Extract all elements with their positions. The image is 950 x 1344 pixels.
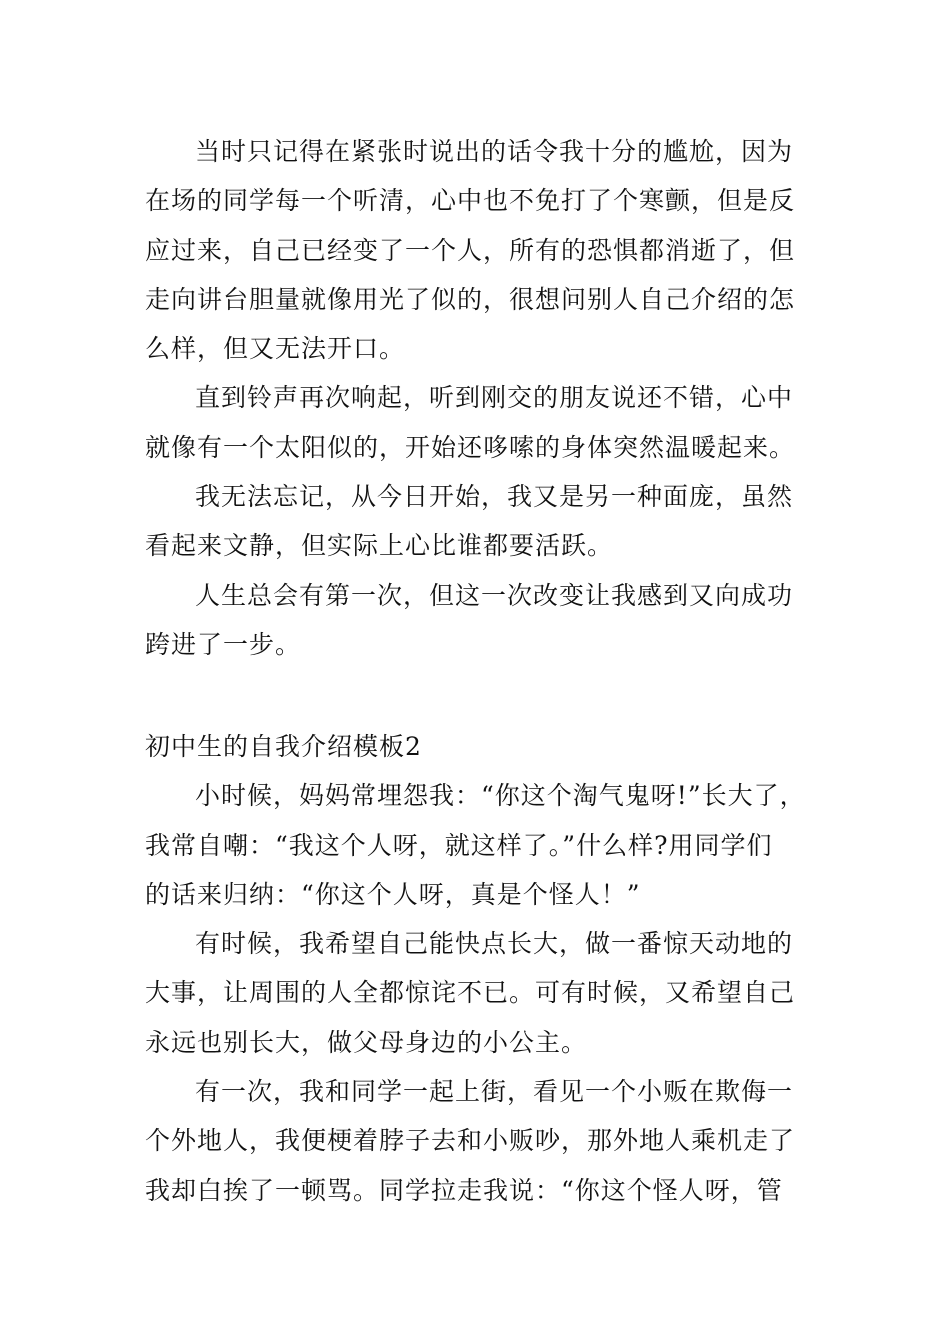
paragraph: 人生总会有第一次，但这一次改变让我感到又向成功 跨进了一步。 bbox=[145, 580, 794, 659]
paragraph: 有一次，我和同学一起上街，看见一个小贩在欺侮一 个外地人，我便梗着脖子去和小贩吵，那外地人乘机走了 我却白挨了一顿骂。同学拉走我说：“你这个怪人呀，管 bbox=[145, 1077, 796, 1205]
paragraph: 我无法忘记，从今日开始，我又是另一种面庞，虽然 看起来文静，但实际上心比谁都要活跃。 bbox=[145, 482, 794, 561]
section-title: 初中生的自我介绍模板2 bbox=[145, 732, 422, 761]
paragraph: 有时候，我希望自己能快点长大，做一番惊天动地的 大事，让周围的人全都惊诧不已。可有时候，又希望自己 永远也别长大，做父母身边的小公主。 bbox=[145, 929, 796, 1057]
paragraph: 小时候，妈妈常埋怨我：“你这个淘气鬼呀!”长大了， 我常自嘲：“我这个人呀，就这样了。”什么样?用同学们 的话来归纳：“你这个人呀，真是个怪人！” bbox=[145, 781, 806, 909]
paragraph: 当时只记得在紧张时说出的话令我十分的尴尬，因为 在场的同学每一个听清，心中也不免打了个寒颤，但是反 应过来，自己已经变了一个人，所有的恐惧都消逝了，但 走向讲台胆量就像用光了似的，很想问别人自己介绍的怎 么样，但又无法开口。 bbox=[145, 137, 796, 364]
essay-section-1 bbox=[145, 127, 810, 669]
paragraph: 直到铃声再次响起，听到刚交的朋友说还不错，心中 就像有一个太阳似的，开始还哆嗦的身体突然温暖起来。 bbox=[145, 383, 796, 462]
essay-section-2 bbox=[145, 722, 810, 1215]
